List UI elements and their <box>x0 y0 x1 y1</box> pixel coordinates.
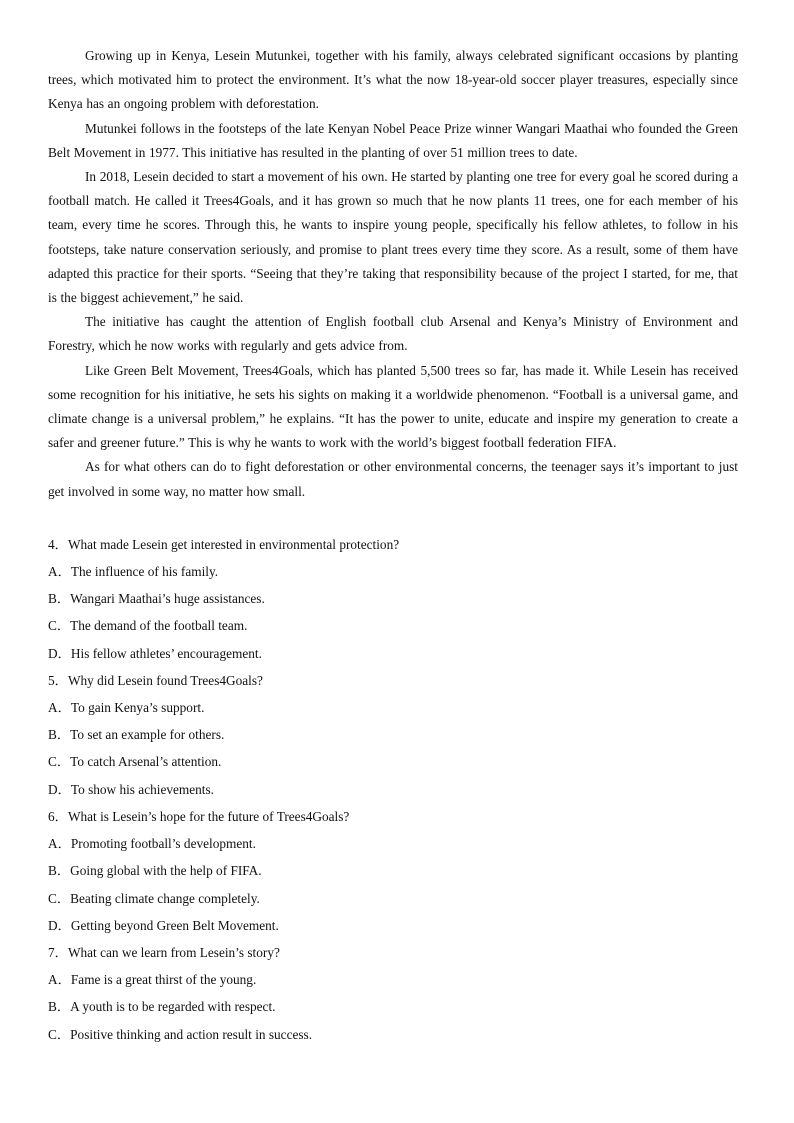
option-a: A．Fame is a great thirst of the young. <box>48 972 257 988</box>
option-d: D．His fellow athletes’ encouragement. <box>48 645 262 661</box>
question-7 <box>48 939 738 1048</box>
option-b: B．To set an example for others. <box>48 727 225 743</box>
option-b: B．A youth is to be regarded with respect. <box>48 999 276 1015</box>
passage-paragraph-3: In 2018, Lesein decided to start a movement of his own. He started by planting one tree for every goal he scored during a football match. He called it Trees4Goals, and it has grown so much that he now plants 11 trees, one for each member of his team, every time he scores. Through this, he wants to inspire young people, specifically his fellow athletes, to follow in his footsteps, take nature conservation seriously, and promise to plant trees every time they score. As a result, some of them have adapted this practice for their sports. “Seeing that they’re taking that responsibility because of the project I started, for me, that is the biggest achievement,” he said. <box>48 169 738 306</box>
question-list <box>48 531 738 1048</box>
question-stem: 4．What made Lesein get interested in environmental protection? <box>48 536 400 552</box>
passage-paragraph-4: The initiative has caught the attention of English football club Arsenal and Kenya’s Ministry of Environment and Forestry, which he now works with regularly and gets advice from. <box>48 314 738 354</box>
option-a: A．The influence of his family. <box>48 564 219 580</box>
question-stem: 7．What can we learn from Lesein’s story? <box>48 944 280 960</box>
option-a: A．Promoting football’s development. <box>48 836 256 852</box>
option-d: D．To show his achievements. <box>48 781 214 797</box>
passage-paragraph-1: Growing up in Kenya, Lesein Mutunkei, together with his family, always celebrated significant occasions by planting trees, which motivated him to protect the environment. It’s what the now 18-year-old soccer player treasures, especially since Kenya has an ongoing problem with deforestation. <box>48 48 738 112</box>
question-stem: 6．What is Lesein’s hope for the future of Trees4Goals? <box>48 808 350 824</box>
passage-paragraph-2: Mutunkei follows in the footsteps of the late Kenyan Nobel Peace Prize winner Wangari Maathai who founded the Green Belt Movement in 1977. This initiative has resulted in the planting of over 51 million trees to date. <box>48 120 738 160</box>
option-c: C．Positive thinking and action result in success. <box>48 1026 313 1042</box>
option-b: B．Wangari Maathai’s huge assistances. <box>48 591 265 607</box>
option-d: D．Getting beyond Green Belt Movement. <box>48 917 279 933</box>
reading-passage <box>48 44 738 504</box>
option-c: C．Beating climate change completely. <box>48 890 260 906</box>
option-a: A．To gain Kenya’s support. <box>48 700 205 716</box>
option-b: B．Going global with the help of FIFA. <box>48 863 262 879</box>
question-5 <box>48 667 738 803</box>
option-c: C．To catch Arsenal’s attention. <box>48 754 222 770</box>
option-c: C．The demand of the football team. <box>48 618 248 634</box>
question-4 <box>48 531 738 667</box>
question-stem: 5．Why did Lesein found Trees4Goals? <box>48 672 263 688</box>
passage-paragraph-5: Like Green Belt Movement, Trees4Goals, which has planted 5,500 trees so far, has made it. While Lesein has received some recognition for his initiative, he sets his sights on making it a worldwide phenomenon. “Football is a universal game, and climate change is a universal problem,” he explains. “It has the power to unite, educate and inspire my generation to create a safer and greener future.” This is why he wants to work with the world’s biggest football federation FIFA. <box>48 362 738 451</box>
question-6 <box>48 803 738 939</box>
passage-paragraph-6: As for what others can do to fight deforestation or other environmental concerns, the teenager says it’s important to just get involved in some way, no matter how small. <box>48 459 738 499</box>
